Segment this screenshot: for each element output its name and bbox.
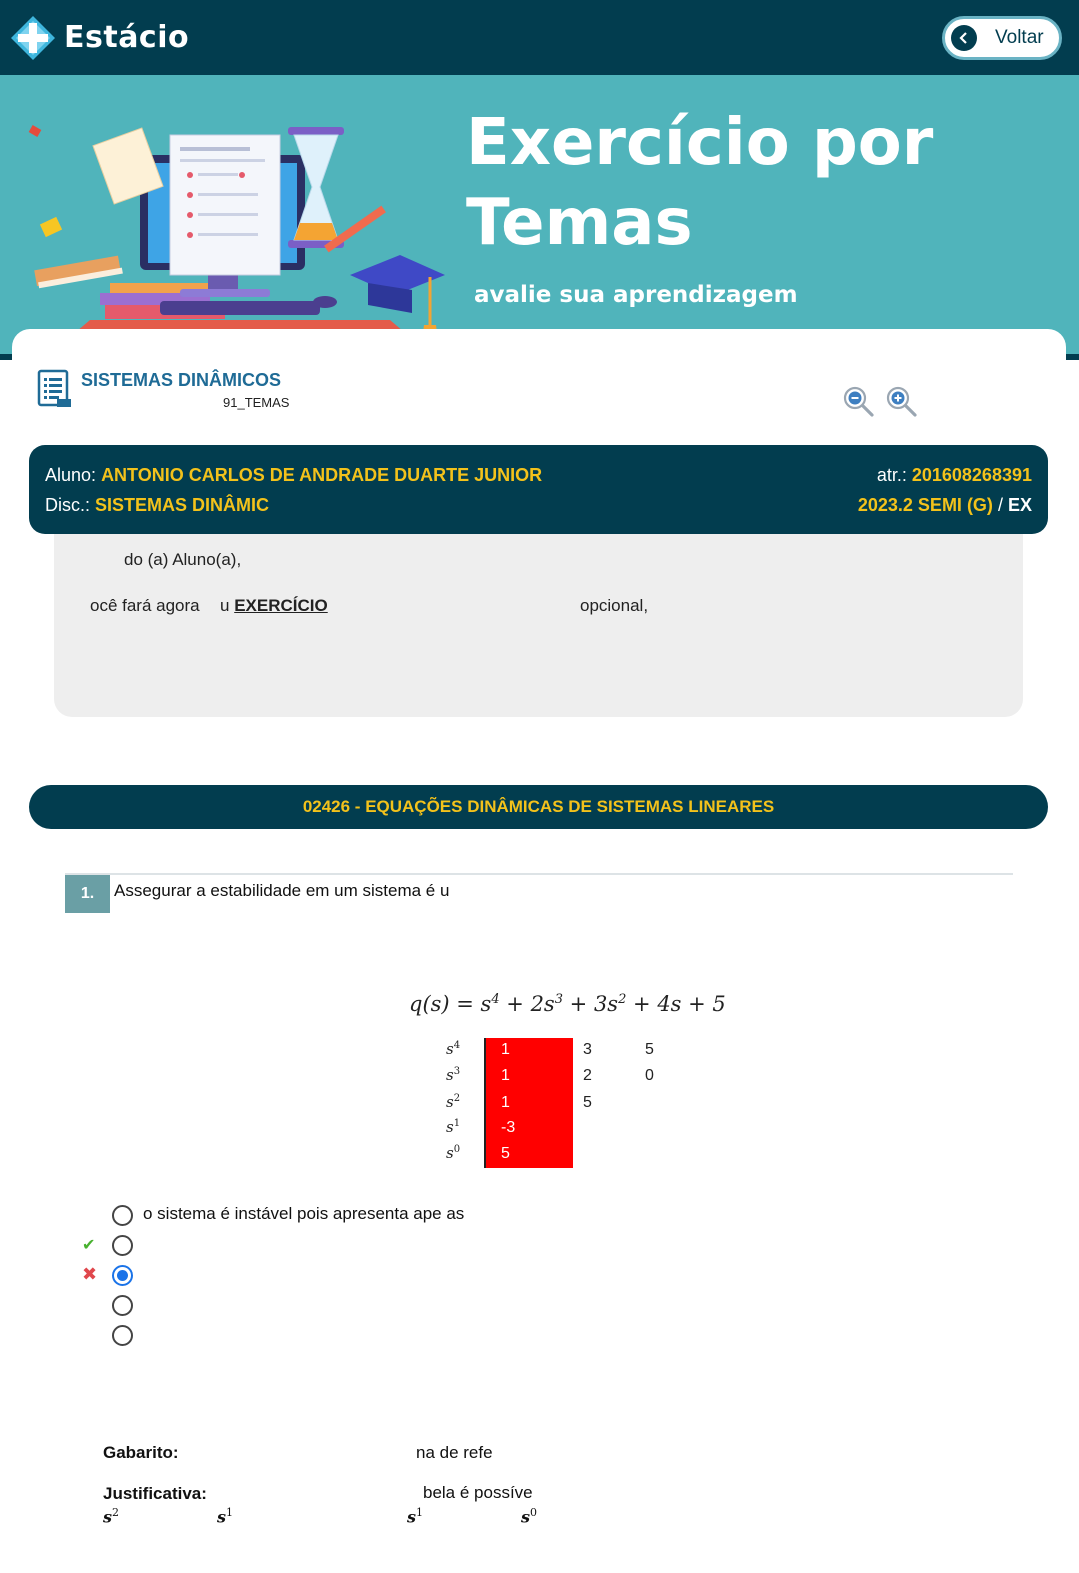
routh-cell: 3 [583,1041,592,1058]
justification-math-symbol [407,1506,423,1526]
study-illustration-icon [20,115,450,350]
zoom-in-icon[interactable] [885,385,917,417]
top-bar [0,0,1079,75]
routh-row-base: s [446,1066,454,1084]
math-base: s [103,1507,113,1527]
notice-text-b [220,596,328,616]
math-base: s [217,1507,227,1527]
discipline-label: Disc.: [45,495,90,515]
math-power: 1 [226,1506,234,1519]
formula-term-4: + 4s + 5 [626,992,726,1016]
routh-cell: 2 [583,1067,592,1084]
formula-term-3: + 3s [563,992,619,1016]
question-text: Assegurar a estabilidade em um sistema é u [114,881,450,900]
routh-row-label [446,1066,460,1084]
notice-text-b-prefix: u [220,596,230,615]
student-info-row-1 [45,465,1032,486]
routh-cell: 1 [501,1067,510,1084]
option-radio-2[interactable] [112,1235,133,1256]
justification-math-symbol [521,1506,537,1526]
option-text-1: o sistema é instável pois apresenta ape as [143,1204,465,1223]
discipline-name: SISTEMAS DINÂMIC [95,495,270,515]
routh-row-base: s [446,1144,454,1162]
routh-cell: 5 [583,1094,592,1111]
formula-lhs: q(s) = s [409,992,492,1016]
notice-text-a: ocê fará agora [90,596,200,615]
wrong-x-icon: ✖ [82,1264,98,1284]
student-info-bar [29,445,1048,534]
routh-cell: 0 [645,1067,654,1084]
routh-row-label [446,1040,460,1058]
math-power: 0 [530,1506,538,1519]
formula-power-3: 2 [618,992,627,1007]
banner-subtitle: avalie sua aprendizagem [474,282,798,308]
math-power: 1 [416,1506,424,1519]
notice-text-c: opcional, [580,596,649,615]
routh-row-label [446,1144,460,1162]
routh-cell: 1 [501,1094,510,1111]
option-radio-4[interactable] [112,1295,133,1316]
routh-cell: 5 [501,1145,510,1162]
registration-field [877,465,1032,486]
routh-row-power: 2 [453,1093,461,1104]
subject-code: 91_TEMAS [223,395,290,410]
back-button[interactable] [942,16,1062,60]
banner-title-line2: Temas [466,186,693,260]
semester-value: 2023.2 SEMI (G) [857,495,993,515]
formula-power-2: 3 [554,992,563,1007]
correct-check-icon: ✔ [82,1237,96,1254]
formula-term-2: + 2s [499,992,555,1016]
question-number: 1. [65,875,110,913]
math-base: s [521,1507,531,1527]
routh-row-power: 4 [453,1040,461,1051]
registration-number: 201608268391 [911,465,1032,485]
option-radio-5[interactable] [112,1325,133,1346]
theme-title: 02426 - EQUAÇÕES DINÂMICAS DE SISTEMAS LINEARES [302,797,775,816]
routh-cell: 1 [501,1041,510,1058]
theme-bar [29,785,1048,829]
routh-row-power: 3 [453,1066,461,1077]
zoom-out-icon[interactable] [842,385,874,417]
routh-row-label [446,1118,460,1136]
notice-greeting: do (a) Aluno(a), [124,550,242,569]
exercise-link[interactable]: EXERCÍCIO [234,596,328,615]
semester-slash: / [997,495,1003,515]
routh-cell: 5 [645,1041,654,1058]
routh-row-base: s [446,1040,454,1058]
formula-power-1: 4 [491,992,500,1007]
chevron-left-icon [951,25,977,51]
banner [0,75,1079,360]
discipline-field [45,495,269,516]
option-radio-3[interactable] [112,1265,133,1286]
routh-row-base: s [446,1118,454,1136]
registration-label: atr.: [876,465,907,485]
justification-math-symbol [103,1506,119,1526]
question-divider [65,873,1013,875]
routh-row-base: s [446,1093,454,1111]
subject-title: SISTEMAS DINÂMICOS [81,370,282,390]
routh-cell: -3 [501,1119,516,1136]
exam-type: EX [1007,495,1032,515]
justification-label: Justificativa: [103,1484,207,1503]
math-base: s [407,1507,417,1527]
math-power: 2 [112,1506,120,1519]
logo-text: Estácio [64,20,190,55]
routh-row-power: 1 [453,1118,461,1129]
student-info-row-2 [45,495,1032,516]
student-name: ANTONIO CARLOS DE ANDRADE DUARTE JUNIOR [101,465,543,485]
gabarito-label: Gabarito: [103,1443,179,1462]
estacio-logo-icon [10,15,56,61]
aluno-label: Aluno: [45,465,97,485]
routh-row-power: 0 [453,1144,461,1155]
justification-math-symbol [217,1506,233,1526]
routh-first-column-highlight [484,1038,573,1168]
option-radio-1[interactable] [112,1205,133,1226]
back-button-label: Voltar [995,27,1044,48]
banner-title [466,103,1066,263]
student-name-field [45,465,542,486]
notice-box [54,534,1023,717]
gabarito-text: na de refe [416,1443,493,1462]
routh-row-label [446,1093,460,1111]
polynomial-formula [409,992,726,1016]
banner-title-line1: Exercício por [466,106,934,180]
exam-sheet-icon [37,369,73,409]
justification-text: bela é possíve [423,1483,533,1502]
semester-field [858,495,1032,516]
